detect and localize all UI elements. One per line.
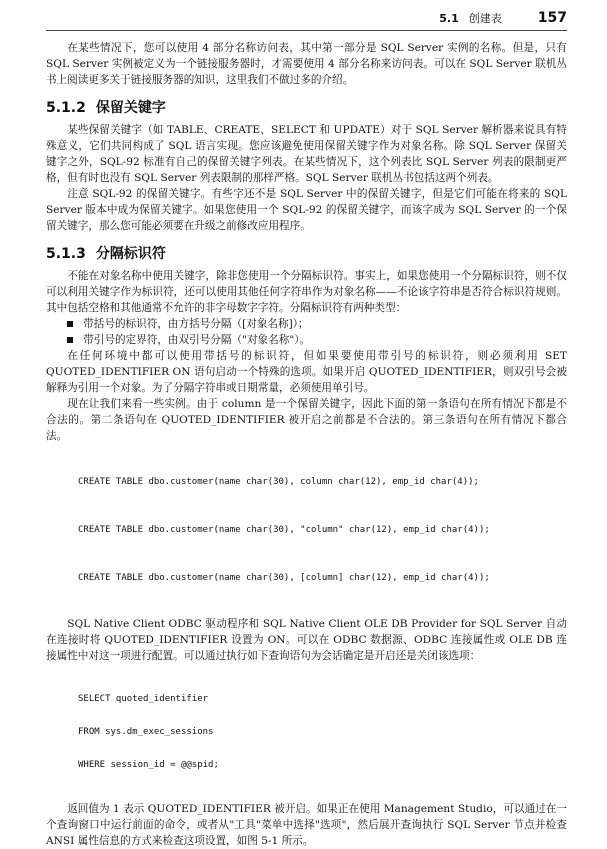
bullet-square-icon	[67, 321, 73, 327]
section-heading-reserved-keywords	[46, 100, 567, 116]
paragraph: 注意 SQL-92 的保留关键字。有些字还不是 SQL Server 中的保留关键字，但是它们可能在将来的 SQL Server 版本中成为保留关键字。如果您使用一个 SQL-92 的保留关键字，而该字成为 SQL Server 的一个保留关键字，那么您可能必须要在升级之前修改应用程序。	[46, 188, 567, 232]
paragraph: 某些保留关键字（如 TABLE、CREATE、SELECT 和 UPDATE）对于 SQL Server 解析器来说具有特殊意义，它们共同构成了 SQL 语言实现。您应该避免使用保留关键字作为对象名称。除 SQL Server 保留关键字之外，SQL-92 标准有自己的保留关键字列表。在某些情况下，这个列表比 SQL Server 列表的限制更严格，但有时也没有 SQL Server 列表限制的那样严格。SQL Server 联机丛书包括这两个列表。	[46, 124, 567, 184]
section-number: 5.1.2	[46, 100, 86, 116]
header-rule	[46, 30, 567, 31]
code-example-block	[78, 452, 567, 608]
code-line: CREATE TABLE dbo.customer(name char(30), "column" char(12), emp_id char(4));	[78, 525, 490, 535]
section-number: 5.1.3	[46, 246, 86, 262]
page-number: 157	[537, 10, 567, 26]
intro-paragraph: 在某些情况下，您可以使用 4 部分名称访问表，其中第一部分是 SQL Server 实例的名称。但是，只有 SQL Server 实例被定义为一个链接服务器时，才需要使用 4 部分名称来访问表。可以在 SQL Server 联机丛书上阅读更多关于链接服务器的知识，这里我们不做过多的介绍。	[46, 42, 567, 86]
section-title: 保留关键字	[95, 100, 166, 116]
query-code-block	[78, 672, 567, 793]
bullet-list	[46, 316, 567, 348]
code-line: FROM sys.dm_exec_sessions	[78, 727, 214, 737]
header-chapter-title: 创建表	[468, 12, 502, 25]
paragraph: SQL Native Client ODBC 驱动程序和 SQL Native Client OLE DB Provider for SQL Server 自动在连接时将 QUOTED_IDENTIFIER 设置为 ON。可以在 ODBC 数据源、ODBC 连接属性或 OLE DB 连接属性中对这一项进行配置。可以通过执行如下查询语句为会话确定是开启还是关闭该选项：	[46, 618, 567, 662]
section-heading-delimited-identifiers	[46, 246, 567, 262]
paragraph: 在任何环境中都可以使用带括号的标识符，但如果要使用带引号的标识符，则必须利用 SET QUOTED_IDENTIFIER ON 语句启动一个特殊的选项。如果开启 QUOTED_IDENTIFIER，则双引号会被解释为引用一个对象。为了分隔字符串或日期常量，必须使用单引号。	[46, 350, 567, 394]
page-body	[46, 40, 567, 849]
paragraph: 不能在对象名称中使用关键字，除非您使用一个分隔标识符。事实上，如果您使用一个分隔标识符，则不仅可以利用关键字作为标识符，还可以使用其他任何字符串作为对象名称——不论该字符串是否符合标识符规则。其中包括空格和其他通常不允许的非字母数字字符。分隔标识符有两种类型：	[46, 270, 567, 314]
list-item: 带括号的标识符，由方括号分隔（[对象名称]）；	[67, 316, 567, 332]
code-line: SELECT quoted_identifier	[78, 694, 209, 704]
paragraph: 现在让我们来看一些实例。由于 column 是一个保留关键字，因此下面的第一条语句在所有情况下都是不合法的。第二条语句在 QUOTED_IDENTIFIER 被开启之前都是不合法的。第三条语句在所有情况下都合法。	[46, 398, 567, 442]
bullet-square-icon	[67, 337, 73, 343]
code-line: WHERE session_id = @@spid;	[78, 760, 219, 770]
code-line: CREATE TABLE dbo.customer(name char(30), column char(12), emp_id char(4));	[78, 477, 479, 487]
header-section-number: 5.1	[439, 12, 459, 25]
paragraph: 返回值为 1 表示 QUOTED_IDENTIFIER 被开启。如果正在使用 Management Studio，可以通过在一个查询窗口中运行前面的命令，或者从"工具"菜单中选择"选项"，然后展开查询执行 SQL Server 节点并检查 ANSI 属性信息的方式来检查这项设置，如图 5-1 所示。	[46, 803, 567, 847]
section-title: 分隔标识符	[95, 246, 166, 262]
code-line: CREATE TABLE dbo.customer(name char(30), [column] char(12), emp_id char(4));	[78, 573, 490, 583]
list-item: 带引号的定界符，由双引号分隔（"对象名称"）。	[67, 332, 567, 348]
running-header	[439, 10, 567, 26]
